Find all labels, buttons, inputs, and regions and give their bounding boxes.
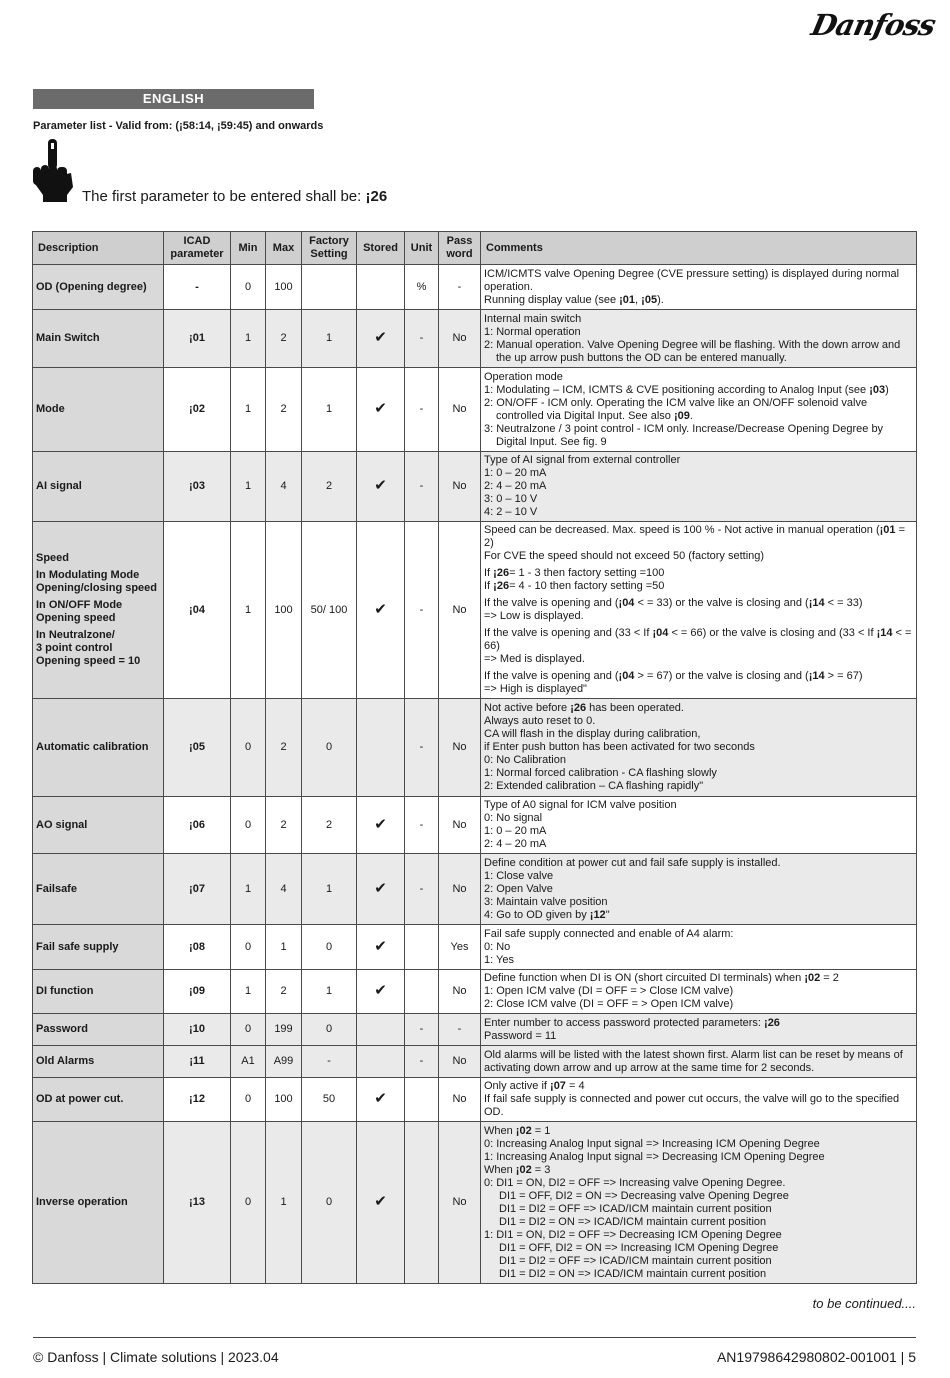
first-parameter-note: [82, 188, 387, 205]
description-line: Inverse operation: [36, 1196, 128, 1208]
checkmark-icon: ✔: [374, 400, 387, 417]
param-factory-setting: 1: [302, 368, 357, 452]
param-comments: [481, 1014, 917, 1046]
checkmark-icon: ✔: [374, 879, 387, 897]
comment-line: ICM/ICMTS valve Opening Degree (CVE pressure setting) is displayed during normal operation.: [484, 267, 900, 293]
param-code: ¡01: [164, 310, 231, 368]
param-stored: [357, 699, 405, 797]
param-factory-setting: 0: [302, 1122, 357, 1284]
description-line: Password: [36, 1023, 88, 1035]
param-reference: ¡14: [808, 597, 825, 609]
comment-line: Not active before ¡26 has been operated.: [484, 702, 684, 714]
table-row: [33, 1046, 917, 1078]
description-line: OD (Opening degree): [36, 280, 147, 293]
param-min: 1: [231, 368, 266, 452]
param-max: 199: [266, 1014, 302, 1046]
comment-line: Internal main switch: [484, 312, 582, 325]
param-reference: ¡04: [618, 597, 635, 609]
column-header: Factory Setting: [302, 232, 357, 265]
comment-line: Enter number to access password protected parameters: ¡26: [484, 1016, 780, 1029]
param-password: Yes: [439, 925, 481, 970]
table-row: [33, 1122, 917, 1284]
table-row: [33, 310, 917, 368]
column-header: Description: [33, 232, 164, 265]
param-description: [33, 265, 164, 310]
param-max: 2: [266, 699, 302, 797]
comment-line: 2: Manual operation. Valve Opening Degree will be flashing. With the down arrow and the up arrow push buttons the OD can be entered manually.: [484, 338, 901, 364]
param-comments: [481, 368, 917, 452]
param-min: 0: [231, 925, 266, 970]
description-line: OD at power cut.: [36, 1093, 124, 1105]
param-reference: ¡02: [515, 1163, 532, 1176]
param-factory-setting: 0: [302, 1014, 357, 1046]
comment-line: 1: 0 – 20 mA: [484, 467, 547, 479]
param-stored: [357, 1046, 405, 1078]
param-unit: [405, 1122, 439, 1284]
param-reference: ¡26: [764, 1016, 780, 1029]
comment-line: If fail safe supply is connected and power cut occurs, the valve will go to the specified OD.: [484, 1093, 900, 1118]
comment-line: => Low is displayed.: [484, 610, 584, 622]
param-password: No: [439, 699, 481, 797]
param-factory-setting: 1: [302, 310, 357, 368]
comment-line: 1: Normal forced calibration - CA flashing slowly: [484, 767, 717, 779]
column-header: ICAD parameter: [164, 232, 231, 265]
checkmark-icon: ✔: [374, 1090, 387, 1107]
param-reference: ¡07: [550, 1080, 566, 1092]
param-password: No: [439, 1122, 481, 1284]
table-row: [33, 699, 917, 797]
param-description: [33, 310, 164, 368]
comment-line: Define function when DI is ON (short circuited DI terminals) when ¡02 = 2: [484, 972, 839, 984]
comment-line: 0: No Calibration: [484, 754, 566, 766]
comment-line: 1: Modulating – ICM, ICMTS & CVE positioning according to Analog Input (see ¡03): [484, 383, 889, 396]
param-description: [33, 699, 164, 797]
param-min: 0: [231, 699, 266, 797]
param-reference: ¡05: [641, 293, 658, 306]
param-stored: [357, 797, 405, 854]
comment-line: Old alarms will be listed with the latest shown first. Alarm list can be reset by means of activating down arrow and up arrow at the same time for 2 seconds.: [484, 1048, 903, 1074]
param-description: [33, 452, 164, 522]
description-line: Mode: [36, 403, 65, 415]
comment-line: Speed can be decreased. Max. speed is 100 % - Not active in manual operation (¡01 = 2): [484, 524, 906, 549]
comment-line: When ¡02 = 3: [484, 1163, 551, 1176]
param-min: 0: [231, 265, 266, 310]
checkmark-icon: ✔: [374, 937, 387, 955]
comment-line: Operation mode: [484, 370, 563, 383]
param-code: ¡02: [164, 368, 231, 452]
param-reference: ¡04: [652, 627, 669, 639]
comment-line: 2: ON/OFF - ICM only. Operating the ICM valve like an ON/OFF solenoid valve controlled via Digital Input. See also ¡09.: [484, 396, 868, 422]
comment-line: For CVE the speed should not exceed 50 (factory setting): [484, 550, 765, 562]
column-header: Comments: [481, 232, 917, 265]
danfoss-logo: Danfoss: [808, 8, 939, 42]
param-max: 4: [266, 452, 302, 522]
param-unit: -: [405, 368, 439, 452]
comment-line: When ¡02 = 1: [484, 1124, 551, 1137]
param-unit: -: [405, 797, 439, 854]
table-row: [33, 265, 917, 310]
table-row: [33, 854, 917, 925]
param-stored: [357, 522, 405, 699]
first-parameter-text: The first parameter to be entered shall be:: [82, 188, 366, 205]
param-stored: [357, 1078, 405, 1122]
param-description: [33, 522, 164, 699]
param-description: [33, 797, 164, 854]
comment-line: DI1 = DI2 = OFF => ICAD/ICM maintain current position: [499, 1254, 772, 1267]
footer-divider: [33, 1337, 916, 1338]
param-description: [33, 1014, 164, 1046]
table-row: [33, 970, 917, 1014]
param-unit: -: [405, 310, 439, 368]
param-code: ¡10: [164, 1014, 231, 1046]
parameter-table: [32, 231, 917, 1284]
param-min: 1: [231, 970, 266, 1014]
param-factory-setting: 2: [302, 452, 357, 522]
param-reference: ¡04: [618, 670, 635, 682]
column-header: Min: [231, 232, 266, 265]
first-parameter-code: ¡26: [365, 188, 388, 205]
param-comments: [481, 522, 917, 699]
param-comments: [481, 854, 917, 925]
description-line: AI signal: [36, 480, 82, 492]
param-max: 2: [266, 970, 302, 1014]
param-password: No: [439, 854, 481, 925]
comment-line: 2: Open Valve: [484, 882, 553, 895]
table-row: [33, 368, 917, 452]
param-factory-setting: 0: [302, 925, 357, 970]
footer-copyright: © Danfoss | Climate solutions | 2023.04: [33, 1349, 279, 1365]
comment-line: 3: Maintain valve position: [484, 895, 608, 908]
comment-line: Fail safe supply connected and enable of A4 alarm:: [484, 927, 734, 940]
param-unit: -: [405, 522, 439, 699]
description-line: AO signal: [36, 818, 88, 831]
comment-line: 0: No signal: [484, 812, 543, 824]
param-comments: [481, 1046, 917, 1078]
param-reference: ¡01: [879, 524, 896, 536]
comment-line: DI1 = OFF, DI2 = ON => Increasing ICM Opening Degree: [499, 1241, 779, 1254]
param-reference: ¡14: [876, 627, 893, 639]
comment-line: 2: 4 – 20 mA: [484, 838, 547, 850]
description-line: 3 point control: [36, 642, 113, 654]
param-stored: [357, 1014, 405, 1046]
table-row: [33, 797, 917, 854]
comment-line: 1: Increasing Analog Input signal => Decreasing ICM Opening Degree: [484, 1150, 825, 1163]
comment-line: If ¡26= 4 - 10 then factory setting =50: [484, 580, 665, 592]
param-code: ¡07: [164, 854, 231, 925]
param-min: 0: [231, 1122, 266, 1284]
param-comments: [481, 1122, 917, 1284]
param-code: ¡09: [164, 970, 231, 1014]
footer-doc-id: AN19798642980802-001001 | 5: [716, 1349, 916, 1365]
param-password: No: [439, 1078, 481, 1122]
param-code: ¡03: [164, 452, 231, 522]
param-comments: [481, 452, 917, 522]
comment-line: DI1 = OFF, DI2 = ON => Decreasing valve Opening Degree: [499, 1189, 789, 1202]
comment-line: 0: DI1 = ON, DI2 = OFF => Increasing valve Opening Degree.: [484, 1176, 786, 1189]
comment-line: Always auto reset to 0.: [484, 715, 596, 727]
comment-line: DI1 = DI2 = OFF => ICAD/ICM maintain current position: [499, 1202, 772, 1215]
comment-line: Type of AI signal from external controller: [484, 454, 681, 466]
comment-line: Only active if ¡07 = 4: [484, 1080, 585, 1092]
param-max: 2: [266, 310, 302, 368]
description-line: Opening speed: [36, 612, 116, 624]
description-line: DI function: [36, 985, 94, 997]
comment-line: DI1 = DI2 = ON => ICAD/ICM maintain current position: [499, 1215, 767, 1228]
param-password: -: [439, 1014, 481, 1046]
param-description: [33, 1046, 164, 1078]
param-max: 100: [266, 1078, 302, 1122]
comment-line: If ¡26= 1 - 3 then factory setting =100: [484, 567, 665, 579]
table-row: [33, 925, 917, 970]
param-stored: [357, 854, 405, 925]
description-line: Opening/closing speed: [36, 582, 158, 594]
comment-line: 0: No: [484, 940, 511, 953]
param-comments: [481, 797, 917, 854]
param-code: ¡08: [164, 925, 231, 970]
comment-line: 3: Neutralzone / 3 point control - ICM only. Increase/Decrease Opening Degree by Digital Input. See fig. 9: [484, 422, 884, 448]
description-line: Speed: [36, 552, 70, 564]
param-factory-setting: 1: [302, 854, 357, 925]
param-password: No: [439, 310, 481, 368]
param-max: 2: [266, 797, 302, 854]
description-line: Opening speed = 10: [36, 655, 141, 667]
param-min: 1: [231, 854, 266, 925]
comment-line: 4: 2 – 10 V: [484, 506, 538, 518]
param-min: 0: [231, 1014, 266, 1046]
param-min: 0: [231, 1078, 266, 1122]
param-code: ¡04: [164, 522, 231, 699]
param-unit: [405, 970, 439, 1014]
param-min: 1: [231, 522, 266, 699]
param-password: No: [439, 1046, 481, 1078]
comment-line: 2: 4 – 20 mA: [484, 480, 547, 492]
param-factory-setting: [302, 265, 357, 310]
comment-line: DI1 = DI2 = ON => ICAD/ICM maintain current position: [499, 1267, 767, 1280]
param-comments: [481, 265, 917, 310]
checkmark-icon: ✔: [374, 329, 387, 346]
param-max: 2: [266, 368, 302, 452]
param-factory-setting: 2: [302, 797, 357, 854]
description-line: Automatic calibration: [36, 741, 149, 753]
param-code: ¡12: [164, 1078, 231, 1122]
comment-line: 0: Increasing Analog Input signal => Increasing ICM Opening Degree: [484, 1137, 820, 1150]
param-code: ¡05: [164, 699, 231, 797]
param-min: 0: [231, 797, 266, 854]
comment-line: 1: DI1 = ON, DI2 = OFF => Decreasing ICM Opening Degree: [484, 1228, 782, 1241]
column-header: Pass word: [439, 232, 481, 265]
description-line: Old Alarms: [36, 1055, 95, 1067]
param-code: ¡06: [164, 797, 231, 854]
checkmark-icon: ✔: [374, 477, 387, 494]
comment-line: Running display value (see ¡01, ¡05).: [484, 293, 664, 306]
comment-line: if Enter push button has been activated for two seconds: [484, 741, 755, 753]
description-line: Failsafe: [36, 882, 77, 895]
param-password: No: [439, 797, 481, 854]
comment-line: 1: Open ICM valve (DI = OFF = > Close ICM valve): [484, 985, 734, 997]
param-max: 100: [266, 265, 302, 310]
to-be-continued: to be continued....: [812, 1296, 916, 1311]
table-header-row: [33, 232, 917, 265]
language-banner: ENGLISH: [33, 89, 314, 109]
param-min: A1: [231, 1046, 266, 1078]
param-description: [33, 1078, 164, 1122]
param-unit: [405, 925, 439, 970]
table-row: [33, 1078, 917, 1122]
parameter-list-subtitle: Parameter list - Valid from: (¡58:14, ¡59:45) and onwards: [33, 120, 324, 132]
param-comments: [481, 699, 917, 797]
description-line: In ON/OFF Mode: [36, 599, 123, 611]
comment-line: If the valve is opening and (¡04 < = 33) or the valve is closing and (¡14 < = 33): [484, 597, 863, 609]
param-reference: ¡26: [493, 580, 510, 592]
checkmark-icon: ✔: [374, 982, 387, 999]
param-password: No: [439, 970, 481, 1014]
comment-line: 3: 0 – 10 V: [484, 493, 538, 505]
comment-line: 4: Go to OD given by ¡12": [484, 908, 610, 921]
table-row: [33, 522, 917, 699]
param-max: 1: [266, 1122, 302, 1284]
param-max: 1: [266, 925, 302, 970]
comment-line: If the valve is opening and (33 < If ¡04 < = 66) or the valve is closing and (33 < If ¡14 < = 66): [484, 627, 912, 652]
description-line: In Modulating Mode: [36, 569, 140, 581]
param-unit: -: [405, 1014, 439, 1046]
description-line: Main Switch: [36, 332, 100, 344]
param-description: [33, 368, 164, 452]
comment-line: If the valve is opening and (¡04 > = 67) or the valve is closing and (¡14 > = 67): [484, 670, 863, 682]
param-max: A99: [266, 1046, 302, 1078]
param-description: [33, 970, 164, 1014]
param-code: ¡13: [164, 1122, 231, 1284]
pointing-hand-icon: [31, 137, 75, 203]
comment-line: Password = 11: [484, 1029, 557, 1042]
param-comments: [481, 925, 917, 970]
comment-line: 2: Close ICM valve (DI = OFF = > Open ICM valve): [484, 998, 734, 1010]
param-unit: -: [405, 452, 439, 522]
param-comments: [481, 310, 917, 368]
param-min: 1: [231, 310, 266, 368]
param-code: -: [164, 265, 231, 310]
param-reference: ¡02: [804, 972, 821, 984]
param-reference: ¡26: [570, 702, 587, 714]
comment-line: Define condition at power cut and fail safe supply is installed.: [484, 856, 781, 869]
param-unit: -: [405, 699, 439, 797]
column-header: Max: [266, 232, 302, 265]
param-description: [33, 1122, 164, 1284]
comment-line: CA will flash in the display during calibration,: [484, 728, 701, 740]
param-code: ¡11: [164, 1046, 231, 1078]
param-stored: [357, 310, 405, 368]
param-unit: [405, 1078, 439, 1122]
param-factory-setting: 1: [302, 970, 357, 1014]
comment-line: 1: 0 – 20 mA: [484, 825, 547, 837]
param-reference: ¡26: [493, 567, 510, 579]
param-stored: [357, 368, 405, 452]
param-password: No: [439, 452, 481, 522]
table-row: [33, 1014, 917, 1046]
param-stored: [357, 265, 405, 310]
param-reference: ¡12: [589, 908, 606, 921]
comment-line: 1: Yes: [484, 953, 514, 966]
param-unit: -: [405, 1046, 439, 1078]
param-unit: -: [405, 854, 439, 925]
param-stored: [357, 1122, 405, 1284]
param-password: -: [439, 265, 481, 310]
comment-line: => High is displayed": [484, 683, 587, 695]
table-row: [33, 452, 917, 522]
param-stored: [357, 970, 405, 1014]
param-comments: [481, 1078, 917, 1122]
param-reference: ¡03: [869, 383, 886, 396]
param-description: [33, 925, 164, 970]
param-max: 4: [266, 854, 302, 925]
param-comments: [481, 970, 917, 1014]
param-factory-setting: 50/ 100: [302, 522, 357, 699]
param-reference: ¡01: [619, 293, 636, 306]
description-line: In Neutralzone/: [36, 629, 115, 641]
param-stored: [357, 452, 405, 522]
comment-line: 1: Close valve: [484, 869, 554, 882]
param-factory-setting: 50: [302, 1078, 357, 1122]
comment-line: Type of A0 signal for ICM valve position: [484, 799, 677, 811]
column-header: Stored: [357, 232, 405, 265]
param-min: 1: [231, 452, 266, 522]
param-description: [33, 854, 164, 925]
param-factory-setting: -: [302, 1046, 357, 1078]
checkmark-icon: ✔: [374, 1193, 387, 1210]
comment-line: 1: Normal operation: [484, 325, 581, 338]
param-reference: ¡02: [515, 1124, 532, 1137]
param-password: No: [439, 522, 481, 699]
param-stored: [357, 925, 405, 970]
checkmark-icon: ✔: [374, 815, 387, 833]
checkmark-icon: ✔: [374, 600, 387, 618]
comment-line: 2: Extended calibration – CA flashing rapidly": [484, 780, 704, 792]
param-password: No: [439, 368, 481, 452]
param-factory-setting: 0: [302, 699, 357, 797]
param-max: 100: [266, 522, 302, 699]
column-header: Unit: [405, 232, 439, 265]
description-line: Fail safe supply: [36, 940, 119, 953]
comment-line: => Med is displayed.: [484, 653, 585, 665]
param-reference: ¡09: [673, 409, 690, 422]
param-reference: ¡14: [808, 670, 825, 682]
param-unit: %: [405, 265, 439, 310]
